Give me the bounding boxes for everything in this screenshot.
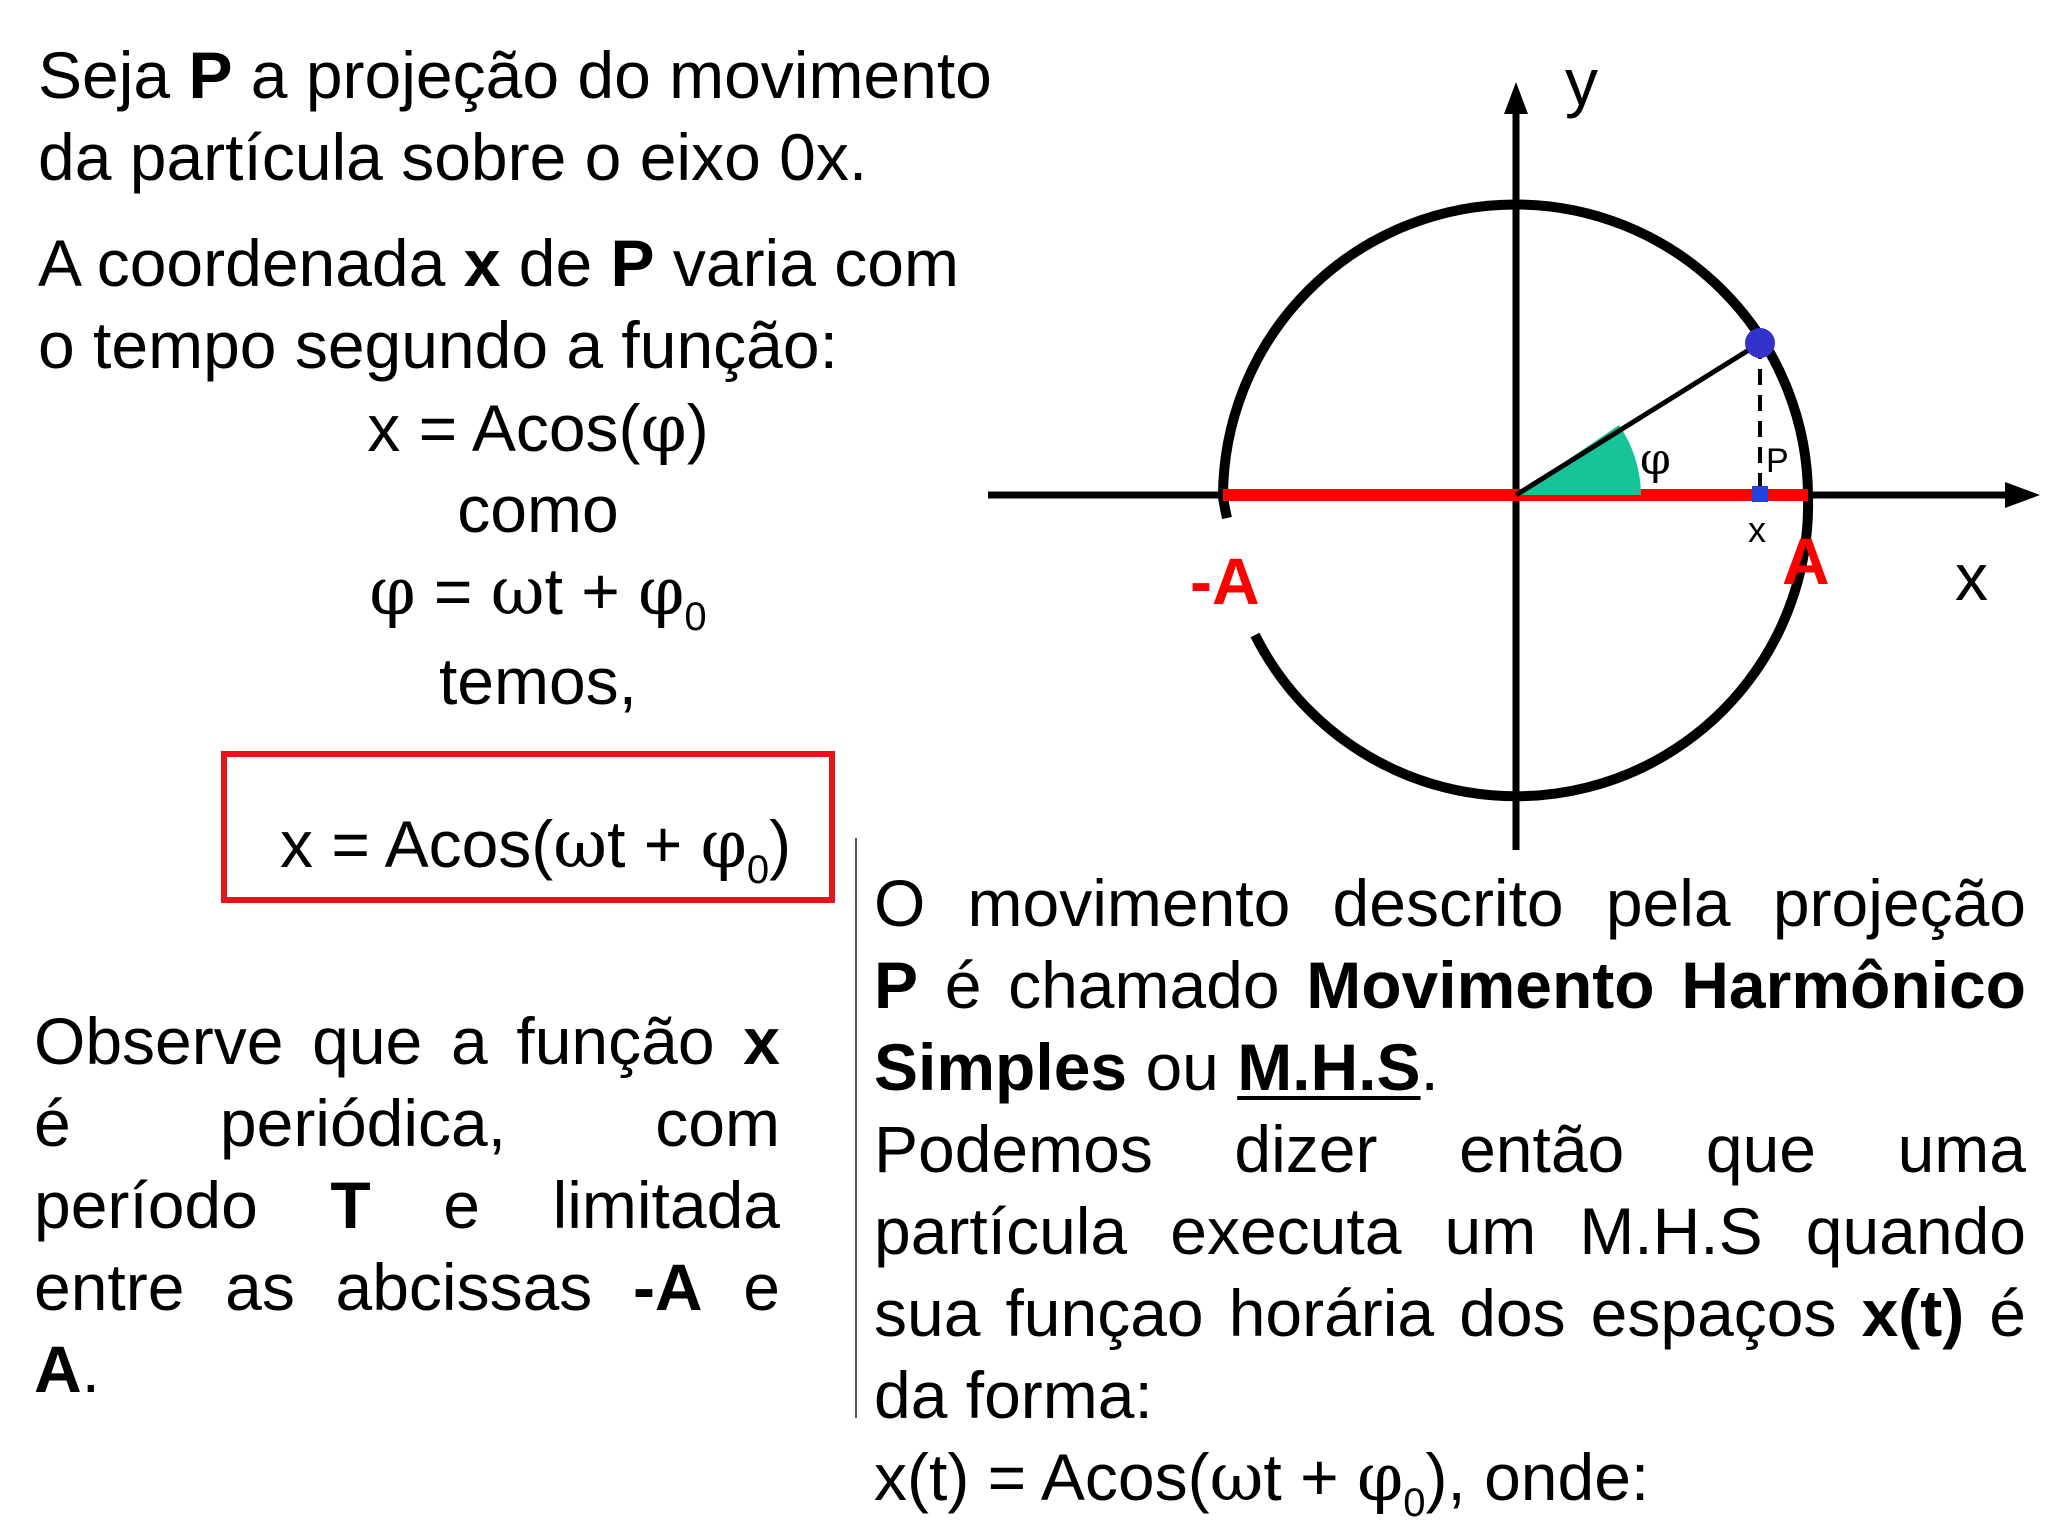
circle-right-lower-arc	[1255, 497, 1808, 796]
mhs-line-1: O movimento descrito pela projeção	[874, 866, 2026, 940]
observe-line-3: período T e limitada	[34, 1168, 781, 1242]
mhs-line-7: da forma:	[874, 1358, 1153, 1432]
intro-line-1: Seja P a projeção do movimento	[38, 38, 992, 112]
mhs-line-6: sua funçao horária dos espaços x(t) é	[874, 1276, 2026, 1350]
point-p-label: P	[1766, 442, 1789, 480]
moving-particle	[1745, 328, 1775, 358]
equation-x-acos-phi: x = Acos(φ)	[367, 390, 709, 467]
amplitude-positive-label: A	[1782, 524, 1830, 598]
angle-label: φ	[1640, 434, 1671, 485]
text-temos: temos,	[438, 644, 638, 718]
coordinate-line-1: A coordenada x de P varia com	[38, 226, 959, 300]
amplitude-negative-label: -A	[1190, 544, 1260, 618]
y-axis-label: y	[1565, 45, 1598, 119]
observe-line-5: A.	[34, 1332, 101, 1406]
projection-point-p	[1752, 486, 1768, 502]
equation-phi: $\varphi = \omega t + \varphi_0$	[369, 553, 707, 639]
mhs-line-5: partícula executa um M.H.S quando	[874, 1194, 2026, 1268]
x-axis-arrowhead	[2005, 482, 2040, 508]
text-como: como	[457, 472, 619, 546]
projection-x-label: x	[1748, 509, 1766, 550]
observe-line-4: entre as abcissas -A e	[34, 1250, 780, 1324]
mhs-line-2: P é chamado Movimento Harmônico	[874, 948, 2026, 1022]
intro-line-2: da partícula sobre o eixo 0x.	[38, 120, 868, 194]
observe-line-1: Observe que a função x	[34, 1004, 780, 1078]
mhs-line-8: $x(t) = Acos(\omega t + \varphi_0)$, onde:	[874, 1439, 1650, 1525]
observe-line-2: é periódica, com	[34, 1086, 780, 1160]
y-axis-arrowhead	[1504, 82, 1528, 114]
boxed-equation: $x = Acos(\omega t + \varphi_0)$	[280, 806, 792, 892]
mhs-line-4: Podemos dizer então que uma	[874, 1112, 2026, 1186]
mhs-line-3: Simples ou M.H.S.	[874, 1030, 1439, 1104]
x-axis-label: x	[1955, 540, 1988, 614]
coordinate-line-2: o tempo segundo a função:	[38, 308, 838, 382]
